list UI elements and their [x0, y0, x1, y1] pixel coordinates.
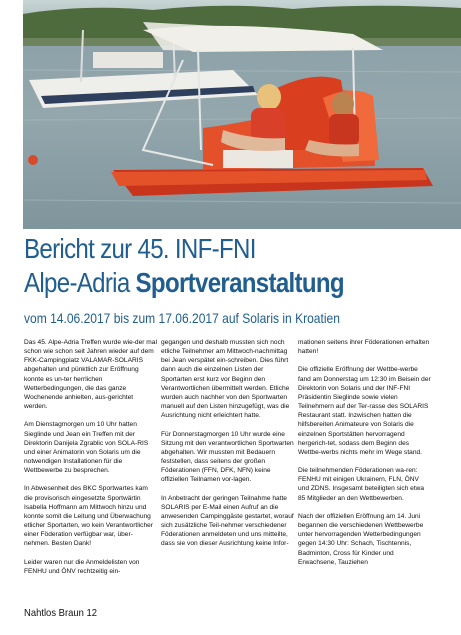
title-bold-part: Sportveranstaltung	[135, 267, 344, 298]
paragraph: Leider waren nur die Anmeldelisten von FENHU und ÖNV rechtzeitig ein-	[24, 558, 140, 575]
article-title-line2	[24, 268, 344, 298]
paragraph: Für Donnerstagmorgen 10 Uhr wurde eine Sitzung mit den verantwortlichen Sportwarten abgehalten. Wir mussten mit Bedauern feststellen, dass seitens der großen Föderationen (FFN, DFK, NFN) keine offiziellen Teilnamen vor-lagen.	[161, 430, 294, 484]
cover-photo	[23, 0, 461, 229]
article-title-line1: Bericht zur 45. INF-FNI	[24, 233, 256, 264]
text-column-2	[161, 338, 294, 558]
text-column-3	[298, 338, 431, 576]
page-footer: Nahtlos Braun 12	[24, 607, 98, 619]
paragraph: Die teilnehmenden Föderationen wa-ren: FENHU mit einigen Ukrainern, FLN, ÖNV und ZDNS. Insgesamt beteiligten sich etwa 85 Mitglieder an den Wettbewerben.	[298, 467, 425, 502]
title-light-part: Alpe-Adria	[24, 267, 136, 298]
paragraph: Das 45. Alpe-Adria Treffen wurde wie-der mal schon wie schon seit Jahren wieder auf dem FKK-Campingplatz VALAMAR-SOLARIS abgehalten und pünktlich zur Eröffnung konnte es un-ter herrlichen Wetterbedingungen, die das ganze Wochenende anhielten, aus-gerichtet werden.	[24, 339, 157, 411]
paragraph: In Abwesenheit des BKC Sportwartes kam die provisorisch eingesetzte Sportwärtin Isabella Hoffmann am Mittwoch hinzu und konnte somit die Leitung und Überwachung etlicher Sportarten, wo kein Verantwortlicher einer Föderation verfügbar war, über-nehmen. Besten Dank!	[24, 485, 154, 548]
paragraph: In Anbetracht der geringen Teilnahme hatte SOLARIS per E-Mail einen Aufruf an die anwesenden Campinggäste gestartet, worauf sich zusätzliche Teil-nehmer verschiedener Föderationen anmeldeten und uns mitteilte, dass sie von dieser Ausrichtung keine Infor-	[161, 494, 294, 548]
paragraph: Nach der offiziellen Eröffnung am 14. Juni begannen die verschiedenen Wettbewerbe unter hervorragenden Wetterbedingungen gegen 14:30 Uhr: Schach, Tischtennis, Badminton, Cross für Kinder und Erwachsene, Tauziehen	[298, 512, 424, 566]
text-column-1	[24, 338, 157, 585]
pedal-boat-photo	[23, 0, 461, 229]
paragraph: mationen seitens ihrer Föderationen erhalten hatten!	[298, 339, 430, 356]
paragraph: gegangen und deshalb mussten sich noch etliche Teilnehmer am Mittwoch-nachmittag bei Jean verspätet ein-schreiben. Dies führt dann auch die einzelnen Listen der Sportarten erst kurz vor Beginn den Verantwortlichen übermittelt werden. Etliche wurden auch nachher von den Sportwarten manuell auf den Listen hinzugefügt, was die Ausrichtung nicht erleichtert hatte.	[161, 339, 290, 420]
article-subtitle: vom 14.06.2017 bis zum 17.06.2017 auf Solaris in Kroatien	[24, 310, 340, 326]
paragraph: Die offizielle Eröffnung der Wettbe-werbe fand am Donnerstag um 12:30 im Beisein der Direktorin von Solaris und der INF-FNI Präsidentin Sieglinde sowie vielen Teilnehmern auf der Ter-rasse des SOLARIS Restaurant statt. Inzwischen hatten die hilfsbereiten Animateure von Solaris die einzelnen Sportstätten hervorragend hergerich-tet, sodass dem Beginn des Wettbe-werbs nichts mehr im Wege stand.	[298, 366, 431, 456]
paragraph: Am Dienstagmorgen um 10 Uhr hatten Sieglinde und Jean ein Treffen mit der Direktorin Danijela Zgrablic von SOLA-RIS und einer Animatorin von Solaris um die notwendigen Installationen für die Wettbewerbe zu besprechen.	[24, 421, 149, 475]
buoy	[28, 155, 38, 165]
